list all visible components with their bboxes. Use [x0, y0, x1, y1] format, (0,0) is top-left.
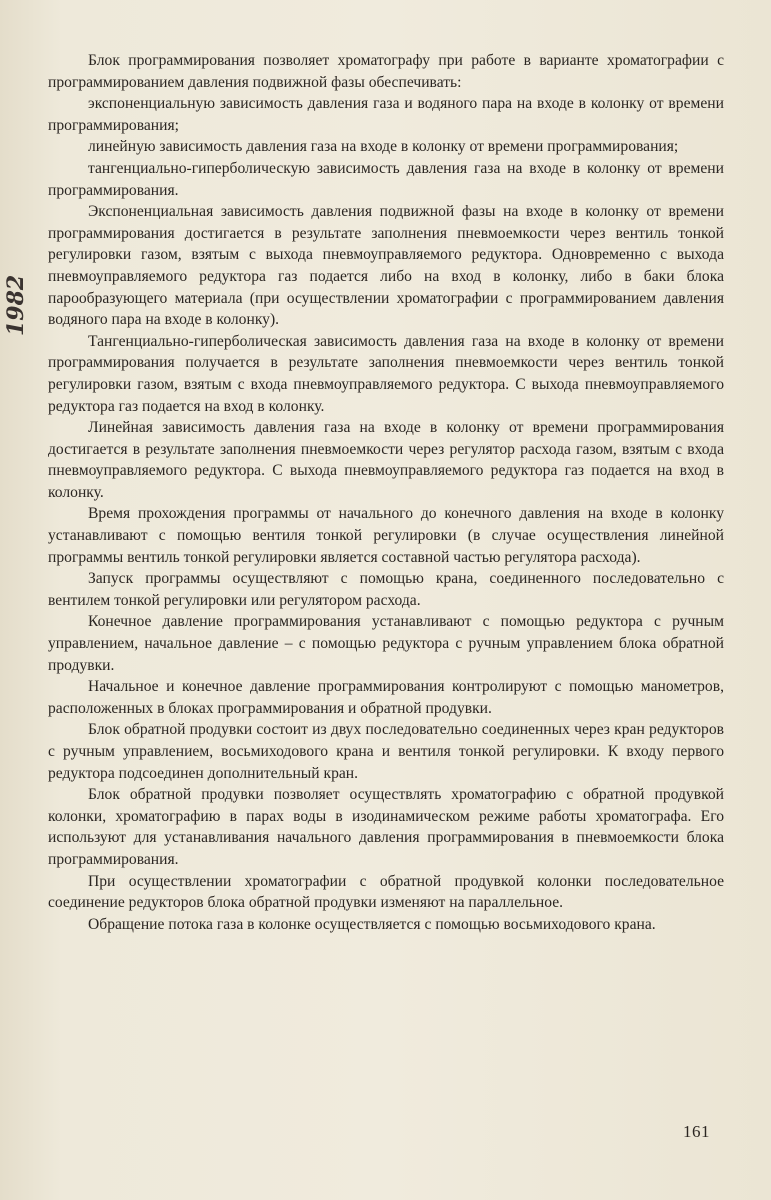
- paragraph-7: Линейная зависимость давления газа на входе в колонку от времени программирования достигается в результате заполнения пневмоемкости через регулятор расхода газом, взятым с входа пневмоуправляемого редуктора. С выхода пневмоуправляемого редуктора газ подается на вход в колонку.: [48, 419, 724, 501]
- paragraph-12: Блок обратной продувки состоит из двух последовательно соединенных через кран редукторов с ручным управлением, восьмиходового крана и вентиля тонкой регулировки. К входу первого редуктора подсоединен дополнительный кран.: [48, 721, 724, 782]
- paragraph-6: Тангенциально-гиперболическая зависимость давления газа на входе в колонку от времени программирования получается в результате заполнения пневмоемкости через вентиль тонкой регулировки газом, взятым с входа пневмоуправляемого редуктора. С выхода пневмоуправляемого редуктора газ подается на вход в колонку.: [48, 332, 724, 415]
- paragraph-11: Начальное и конечное давление программирования контролируют с помощью манометров, расположенных в блоках программирования и обратной продувки.: [48, 678, 724, 717]
- paragraph-8: Время прохождения программы от начального до конечного давления на входе в колонку устанавливают с помощью вентиля тонкой регулировки (в случае осуществления линейной программы вентиль тонкой регулировки является составной частью регулятора расхода).: [48, 505, 724, 566]
- paragraph-14: При осуществлении хроматографии с обратной продувкой колонки последовательное соединение редукторов блока обратной продувки изменяют на параллельное.: [48, 872, 724, 912]
- paragraph-9: Запуск программы осуществляют с помощью крана, соединенного последовательно с вентилем тонкой регулировки или регулятором расхода.: [48, 570, 724, 609]
- paragraph-10: Конечное давление программирования устанавливают с помощью редуктора с ручным управлением, начальное давление – с помощью редуктора с ручным управлением блока обратной продувки.: [48, 613, 724, 674]
- handwritten-margin-note: 1982: [3, 274, 29, 336]
- body-text: [48, 50, 724, 935]
- paragraph-4: тангенциально-гиперболическую зависимость давления газа на входе в колонку от времени программирования.: [48, 159, 724, 199]
- paragraph-13: Блок обратной продувки позволяет осуществлять хроматографию с обратной продувкой колонки, хроматографию в парах воды в изодинамическом режиме работы хроматографа. Его используют для устанавливания начального давления программирования в пневмоемкости блока программирования.: [48, 786, 724, 868]
- paragraph-5: Экспоненциальная зависимость давления подвижной фазы на входе в колонку от времени программирования достигается в результате заполнения пневмоемкости через вентиль тонкой регулировки газом, взятым с выхода пневмоуправляемого редуктора. Одновременно с выхода пневмоуправляемого редуктора газ подается либо на вход в колонку, либо в баки блока парообразующего материала (при осуществлении хроматографии с программированием давления водяного пара на входе в колонку).: [48, 203, 724, 329]
- paragraph-2: экспоненциальную зависимость давления газа и водяного пара на входе в колонку от времени программирования;: [48, 95, 724, 134]
- paragraph-3: линейную зависимость давления газа на входе в колонку от времени программирования;: [88, 138, 679, 156]
- page-number: 161: [683, 1122, 710, 1141]
- paragraph-15: Обращение потока газа в колонке осуществляется с помощью восьмиходового крана.: [88, 915, 656, 933]
- paragraph-1: Блок программирования позволяет хроматографу при работе в варианте хроматографии с программированием давления подвижной фазы обеспечивать:: [48, 52, 724, 91]
